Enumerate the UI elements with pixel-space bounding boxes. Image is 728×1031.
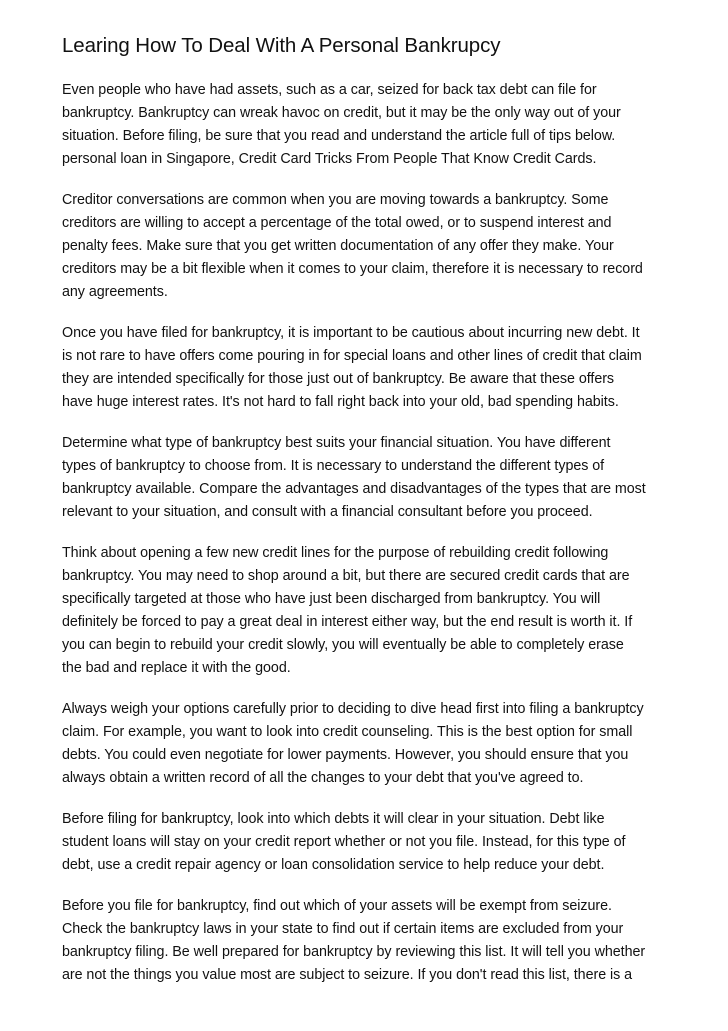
paragraph [62,698,674,790]
text-line: debts. You could even negotiate for lower payments. However, you should ensure that you [62,747,629,763]
text-line: Think about opening a few new credit lines for the purpose of rebuilding credit following [62,545,609,561]
document-page [62,30,674,1005]
paragraph [62,322,674,414]
text-line: bankruptcy filing. Be well prepared for bankruptcy by reviewing this list. It will tell you whether [62,944,646,960]
text-line: Before filing for bankruptcy, look into which debts it will clear in your situation. Debt like [62,811,605,827]
paragraph [62,808,674,877]
text-line: Before you file for bankruptcy, find out which of your assets will be exempt from seizure. [62,898,612,914]
paragraph [62,79,674,171]
text-line: claim. For example, you want to look into credit counseling. This is the best option for small [62,724,633,740]
text-line: definitely be forced to pay a great deal in interest either way, but the end result is worth it. If [62,614,633,630]
text-line: you can begin to rebuild your credit slowly, you will eventually be able to completely erase [62,637,624,653]
text-line: creditors may be a bit flexible when it comes to your claim, therefore it is necessary to record [62,261,643,277]
text-line: Creditor conversations are common when you are moving towards a bankruptcy. Some [62,192,609,208]
text-line: Always weigh your options carefully prior to deciding to dive head first into filing a bankruptcy [62,701,644,717]
text-line: penalty fees. Make sure that you get written documentation of any offer they make. Your [62,238,614,254]
paragraph [62,432,674,524]
document-body [62,79,674,987]
text-line: situation. Before filing, be sure that you read and understand the article full of tips below. [62,128,616,144]
text-line: the bad and replace it with the good. [62,660,291,676]
paragraph [62,895,674,987]
text-line: Check the bankruptcy laws in your state to find out if certain items are excluded from your [62,921,624,937]
text-line: any agreements. [62,284,168,300]
text-line: bankruptcy. You may need to shop around a bit, but there are secured credit cards that are [62,568,630,584]
text-line: relevant to your situation, and consult with a financial consultant before you proceed. [62,504,593,520]
text-line: student loans will stay on your credit report whether or not you file. Instead, for this type of [62,834,626,850]
text-line: is not rare to have offers come pouring in for special loans and other lines of credit that claim [62,348,642,364]
text-line: have huge interest rates. It's not hard to fall right back into your old, bad spending habits. [62,394,619,410]
document-title: Learing How To Deal With A Personal Bankrupcy [62,34,501,57]
text-line: bankruptcy available. Compare the advantages and disadvantages of the types that are most [62,481,646,497]
text-line: types of bankruptcy to choose from. It is necessary to understand the different types of [62,458,605,474]
text-line: Determine what type of bankruptcy best suits your financial situation. You have different [62,435,611,451]
paragraph [62,542,674,680]
text-line: Even people who have had assets, such as a car, seized for back tax debt can file for [62,82,597,98]
text-line: bankruptcy. Bankruptcy can wreak havoc on credit, but it may be the only way out of your [62,105,621,121]
text-line: are not the things you value most are subject to seizure. If you don't read this list, there is a [62,967,633,983]
text-line: creditors are willing to accept a percentage of the total owed, or to suspend interest and [62,215,612,231]
text-line: debt, use a credit repair agency or loan consolidation service to help reduce your debt. [62,857,605,873]
text-line: always obtain a written record of all the changes to your debt that you've agreed to. [62,770,584,786]
text-line: specifically targeted at those who have just been discharged from bankruptcy. You will [62,591,601,607]
text-line: Once you have filed for bankruptcy, it is important to be cautious about incurring new debt. It [62,325,640,341]
text-line: personal loan in Singapore, Credit Card Tricks From People That Know Credit Cards. [62,151,597,167]
paragraph [62,189,674,304]
text-line: they are intended specifically for those just out of bankruptcy. Be aware that these offers [62,371,615,387]
